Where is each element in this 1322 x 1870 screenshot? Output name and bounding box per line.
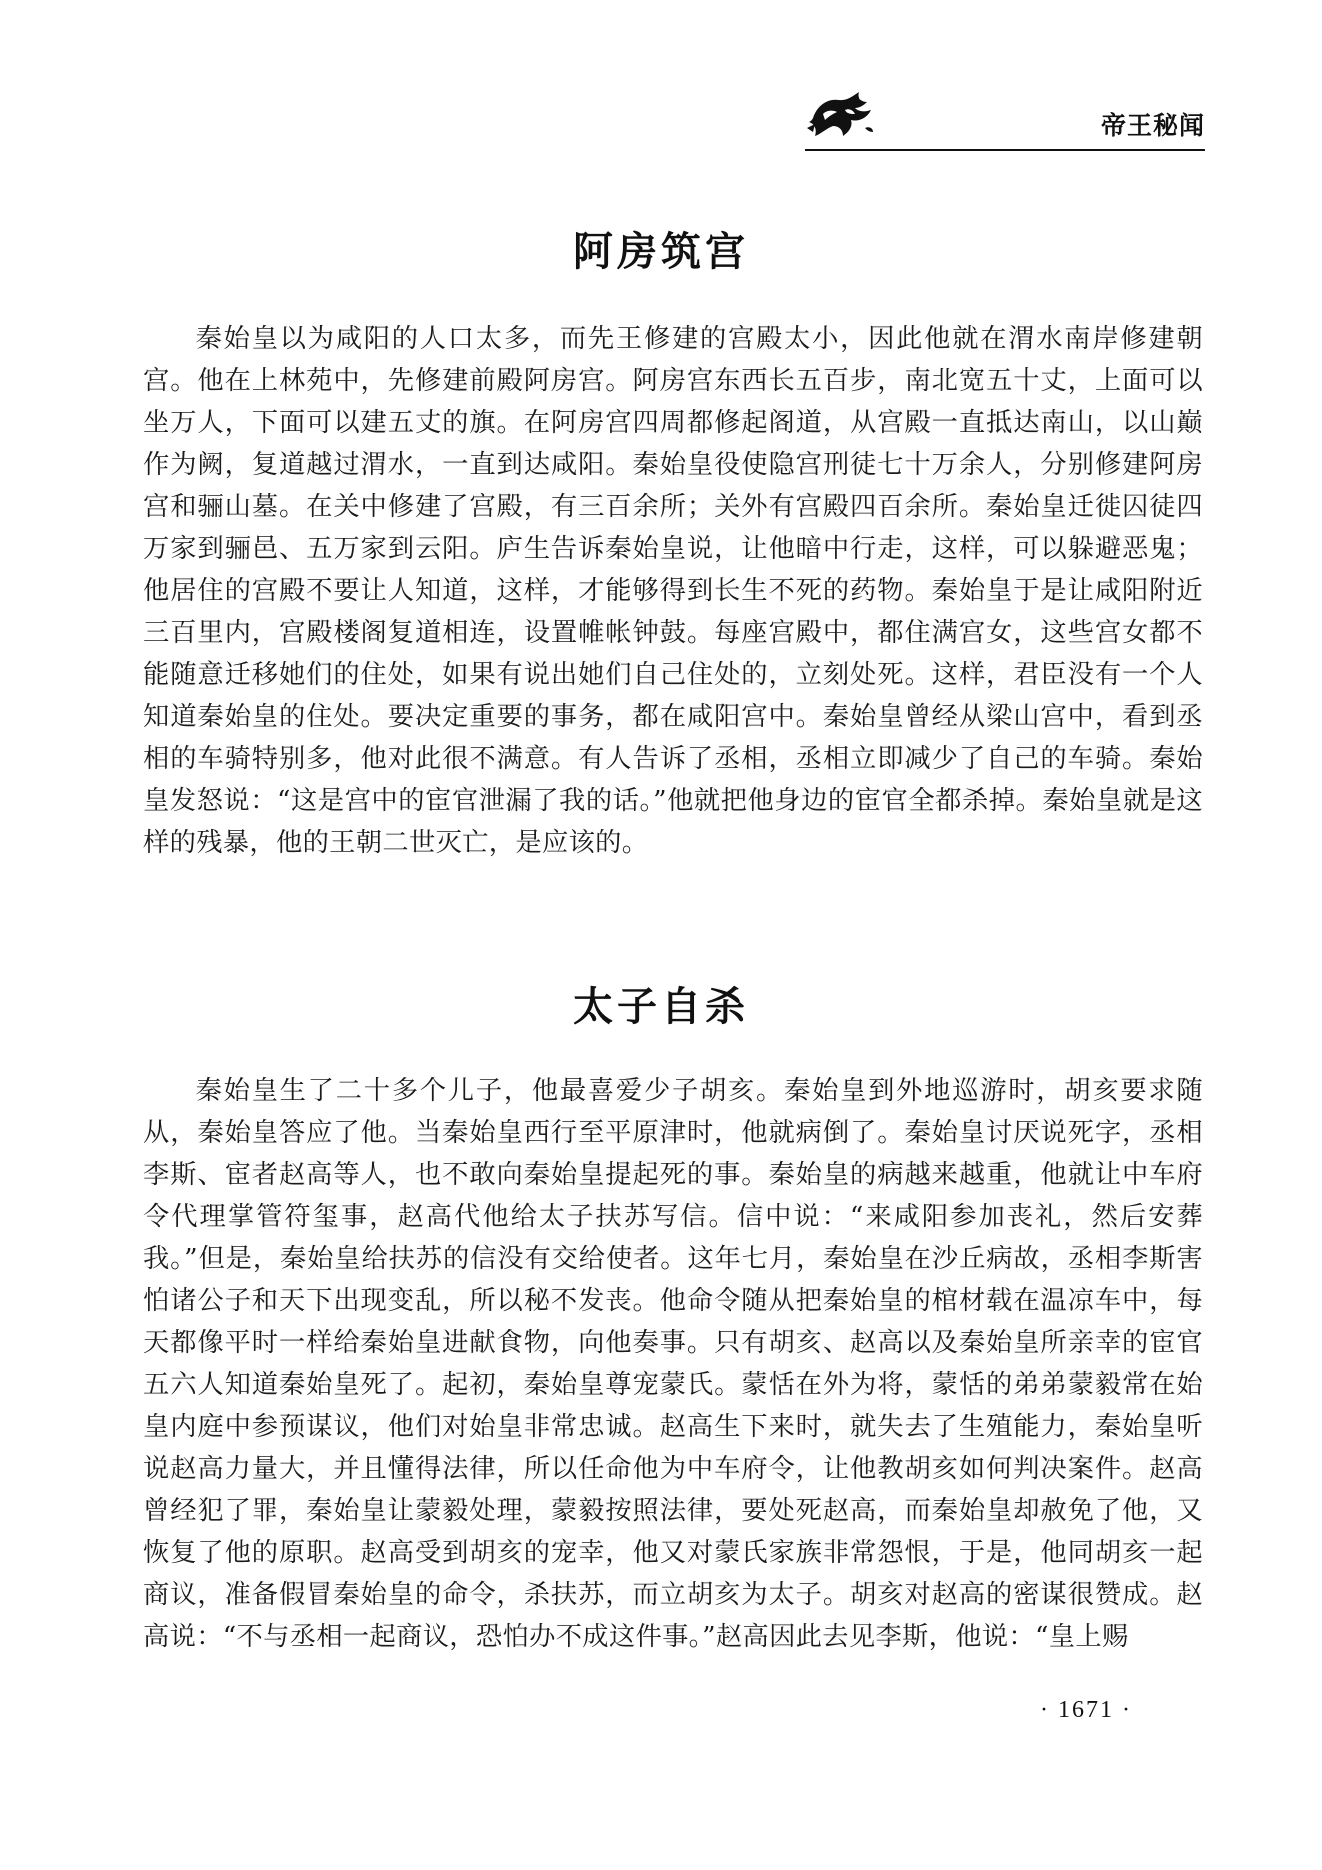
section-body: 秦始皇生了二十多个儿子，他最喜爱少子胡亥。秦始皇到外地巡游时，胡亥要求随从，秦始皇答应了他。当秦始皇西行至平原津时，他就病倒了。秦始皇讨厌说死字，丞相李斯、宦者赵高等人，也不敢向秦始皇提起死的事。秦始皇的病越来越重，他就让中车府令代理掌管符玺事，赵高代他给太子扶苏写信。信中说：“来咸阳参加丧礼，然后安葬我。”但是，秦始皇给扶苏的信没有交给使者。这年七月，秦始皇在沙丘病故，丞相李斯害怕诸公子和天下出现变乱，所以秘不发丧。他命令随从把秦始皇的棺材载在温凉车中，每天都像平时一样给秦始皇进献食物，向他奏事。只有胡亥、赵高以及秦始皇所亲幸的宦官五六人知道秦始皇死了。起初，秦始皇尊宠蒙氏。蒙恬在外为将，蒙恬的弟弟蒙毅常在始皇内庭中参预谋议，他们对始皇非常忠诚。赵高生下来时，就失去了生殖能力，秦始皇听说赵高力量大，并且懂得法律，所以任命他为中车府令，让他教胡亥如何判决案件。赵高曾经犯了罪，秦始皇让蒙毅处理，蒙毅按照法律，要处死赵高，而秦始皇却赦免了他，又恢复了他的原职。赵高受到胡亥的宠幸，他又对蒙氏家族非常怨恨，于是，他同胡亥一起商议，准备假冒秦始皇的命令，杀扶苏，而立胡亥为太子。胡亥对赵高的密谋很赞成。赵高说：“不与丞相一起商议，恐怕办不成这件事。”赵高因此去见李斯，他说：“皇上赐 [143, 1076, 1203, 1652]
running-header [805, 88, 1205, 148]
section-title: 太子自杀 [573, 984, 749, 1030]
section-title: 阿房筑宫 [573, 229, 749, 275]
page-number: · 1671 · [1040, 1697, 1132, 1723]
header-rule [805, 149, 1205, 151]
running-title: 帝王秘闻 [1100, 111, 1205, 140]
section-body: 秦始皇以为咸阳的人口太多，而先王修建的宫殿太小，因此他就在渭水南岸修建朝宫。他在上林苑中，先修建前殿阿房宫。阿房宫东西长五百步，南北宽五十丈，上面可以坐万人，下面可以建五丈的旗。在阿房宫四周都修起阁道，从宫殿一直抵达南山，以山巅作为阙，复道越过渭水，一直到达咸阳。秦始皇役使隐宫刑徒七十万余人，分别修建阿房宫和骊山墓。在关中修建了宫殿，有三百余所；关外有宫殿四百余所。秦始皇迁徙囚徒四万家到骊邑、五万家到云阳。庐生告诉秦始皇说，让他暗中行走，这样，可以躲避恶鬼；他居住的宫殿不要让人知道，这样，才能够得到长生不死的药物。秦始皇于是让咸阳附近三百里内，宫殿楼阁复道相连，设置帷帐钟鼓。每座宫殿中，都住满宫女，这些宫女都不能随意迁移她们的住处，如果有说出她们自己住处的，立刻处死。这样，君臣没有一个人知道秦始皇的住处。要决定重要的事务，都在咸阳宫中。秦始皇曾经从梁山宫中，看到丞相的车骑特别多，他对此很不满意。有人告诉了丞相，丞相立即减少了自己的车骑。秦始皇发怒说：“这是宫中的宦官泄漏了我的话。”他就把他身边的宦官全都杀掉。秦始皇就是这样的残暴，他的王朝二世灭亡，是应该的。 [143, 324, 1203, 858]
dragon-emblem-icon [805, 88, 875, 140]
